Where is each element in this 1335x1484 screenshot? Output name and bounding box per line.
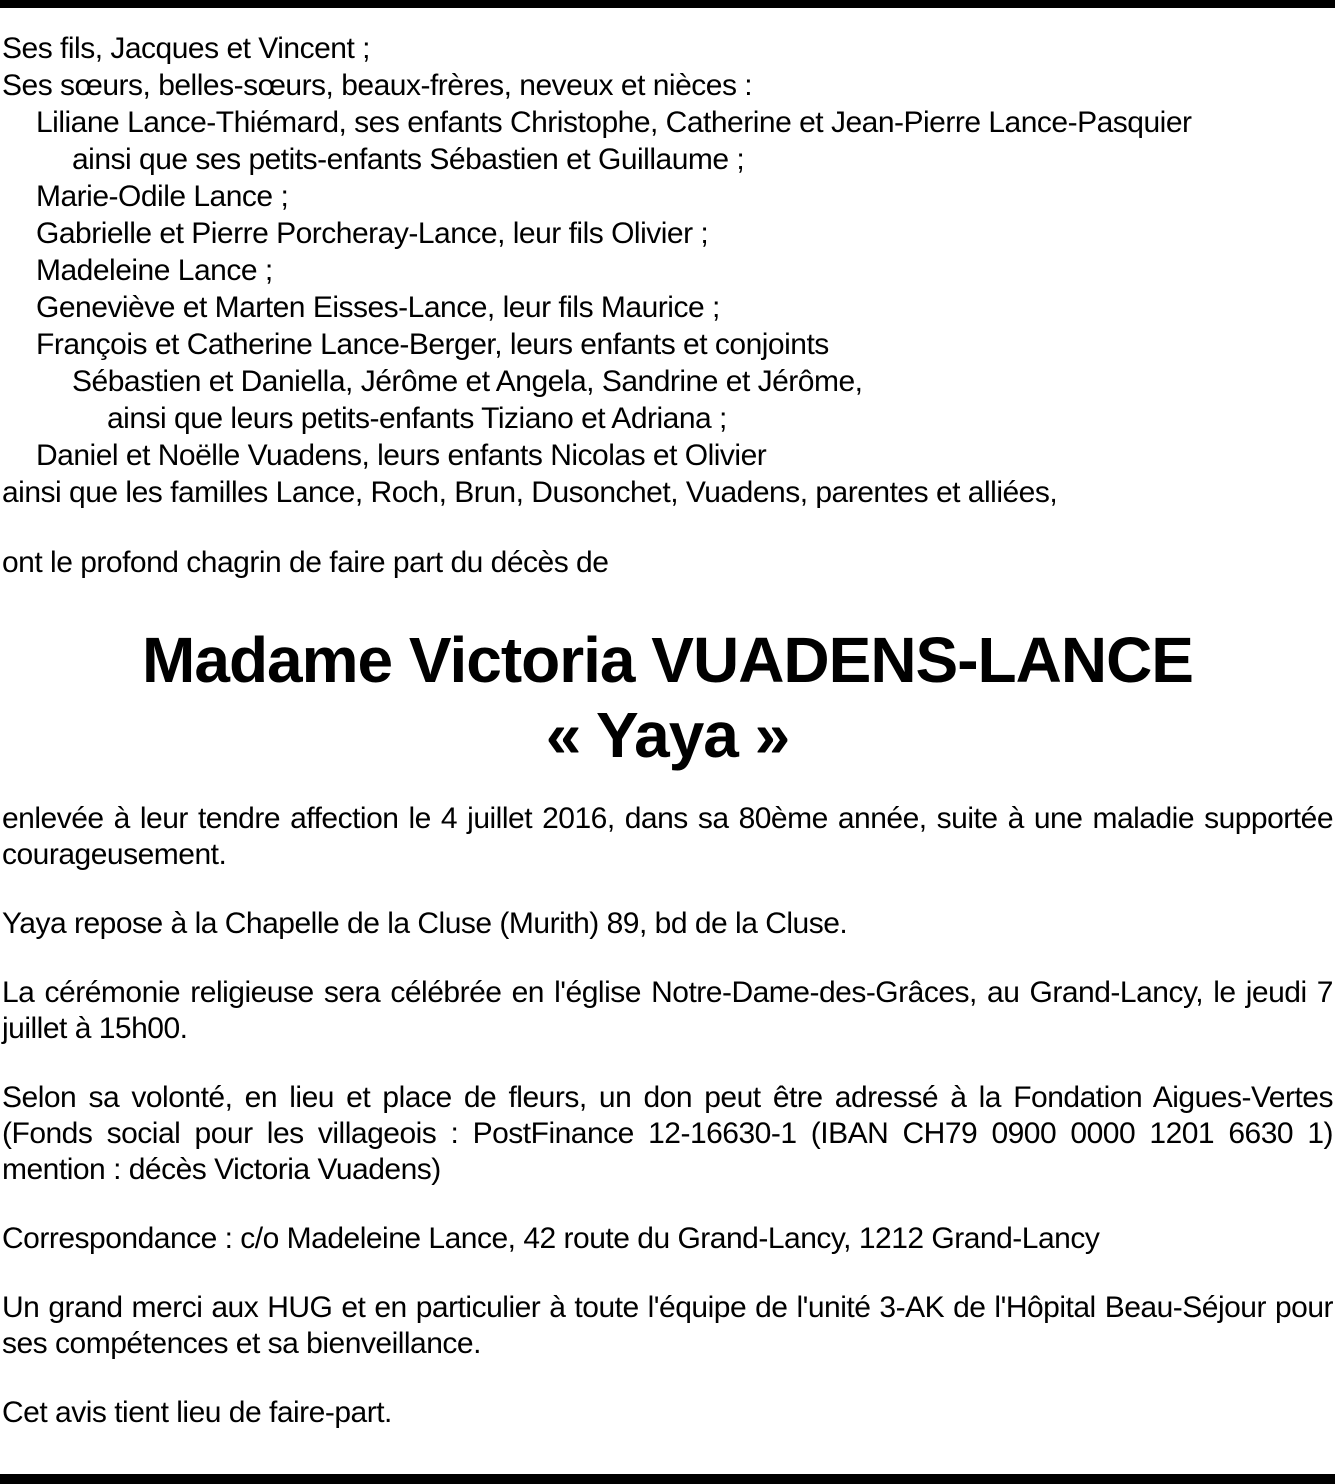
rest-paragraph: Yaya repose à la Chapelle de la Cluse (Murith) 89, bd de la Cluse. [2, 907, 848, 940]
family-line: Gabrielle et Pierre Porcheray-Lance, leur fils Olivier ; [36, 217, 709, 250]
family-line: Liliane Lance-Thiémard, ses enfants Christophe, Catherine et Jean-Pierre Lance-Pasquier [36, 106, 1192, 139]
family-line: Sébastien et Daniella, Jérôme et Angela, Sandrine et Jérôme, [72, 365, 863, 398]
donation-paragraph: Selon sa volonté, en lieu et place de fleurs, un don peut être adressé à la Fondation Aigues-Vertes (Fonds social pour les villageois : PostFinance 12-16630-1 (IBAN CH79 0900 0000 1201 6630 1) mention : décès Victoria Vuadens) [2, 1081, 1333, 1186]
family-line: Madeleine Lance ; [36, 254, 273, 287]
family-line: Ses sœurs, belles-sœurs, beaux-frères, neveux et nièces : [2, 69, 753, 102]
family-line: ainsi que leurs petits-enfants Tiziano et Adriana ; [107, 402, 727, 435]
deceased-name-block [2, 623, 1333, 773]
family-line: ainsi que les familles Lance, Roch, Brun, Dusonchet, Vuadens, parentes et alliées, [2, 476, 1058, 509]
ceremony-paragraph: La cérémonie religieuse sera célébrée en l'église Notre-Dame-des-Grâces, au Grand-Lancy, le jeudi 7 juillet à 15h00. [2, 976, 1333, 1045]
family-line: Geneviève et Marten Eisses-Lance, leur fils Maurice ; [36, 291, 720, 324]
family-line: Marie-Odile Lance ; [36, 180, 289, 213]
family-line: Daniel et Noëlle Vuadens, leurs enfants Nicolas et Olivier [36, 439, 767, 472]
deceased-nickname: « Yaya » [545, 699, 790, 771]
obituary-notice [2, 30, 1333, 1464]
death-paragraph: enlevée à leur tendre affection le 4 juillet 2016, dans sa 80ème année, suite à une maladie supportée courageusement. [2, 802, 1333, 871]
deceased-name: Madame Victoria VUADENS-LANCE [142, 624, 1193, 696]
closing-paragraph: Cet avis tient lieu de faire-part. [2, 1396, 392, 1429]
family-line: ainsi que ses petits-enfants Sébastien et Guillaume ; [72, 143, 745, 176]
family-line: Ses fils, Jacques et Vincent ; [2, 32, 370, 65]
family-list [2, 30, 1333, 511]
bottom-rule [0, 1474, 1335, 1484]
top-rule [0, 0, 1335, 8]
announcement-text: ont le profond chagrin de faire part du décès de [2, 546, 609, 579]
thanks-paragraph: Un grand merci aux HUG et en particulier à toute l'équipe de l'unité 3-AK de l'Hôpital Beau-Séjour pour ses compétences et sa bienveillance. [2, 1291, 1333, 1360]
correspondence-paragraph: Correspondance : c/o Madeleine Lance, 42 route du Grand-Lancy, 1212 Grand-Lancy [2, 1222, 1100, 1255]
family-line: François et Catherine Lance-Berger, leurs enfants et conjoints [36, 328, 829, 361]
